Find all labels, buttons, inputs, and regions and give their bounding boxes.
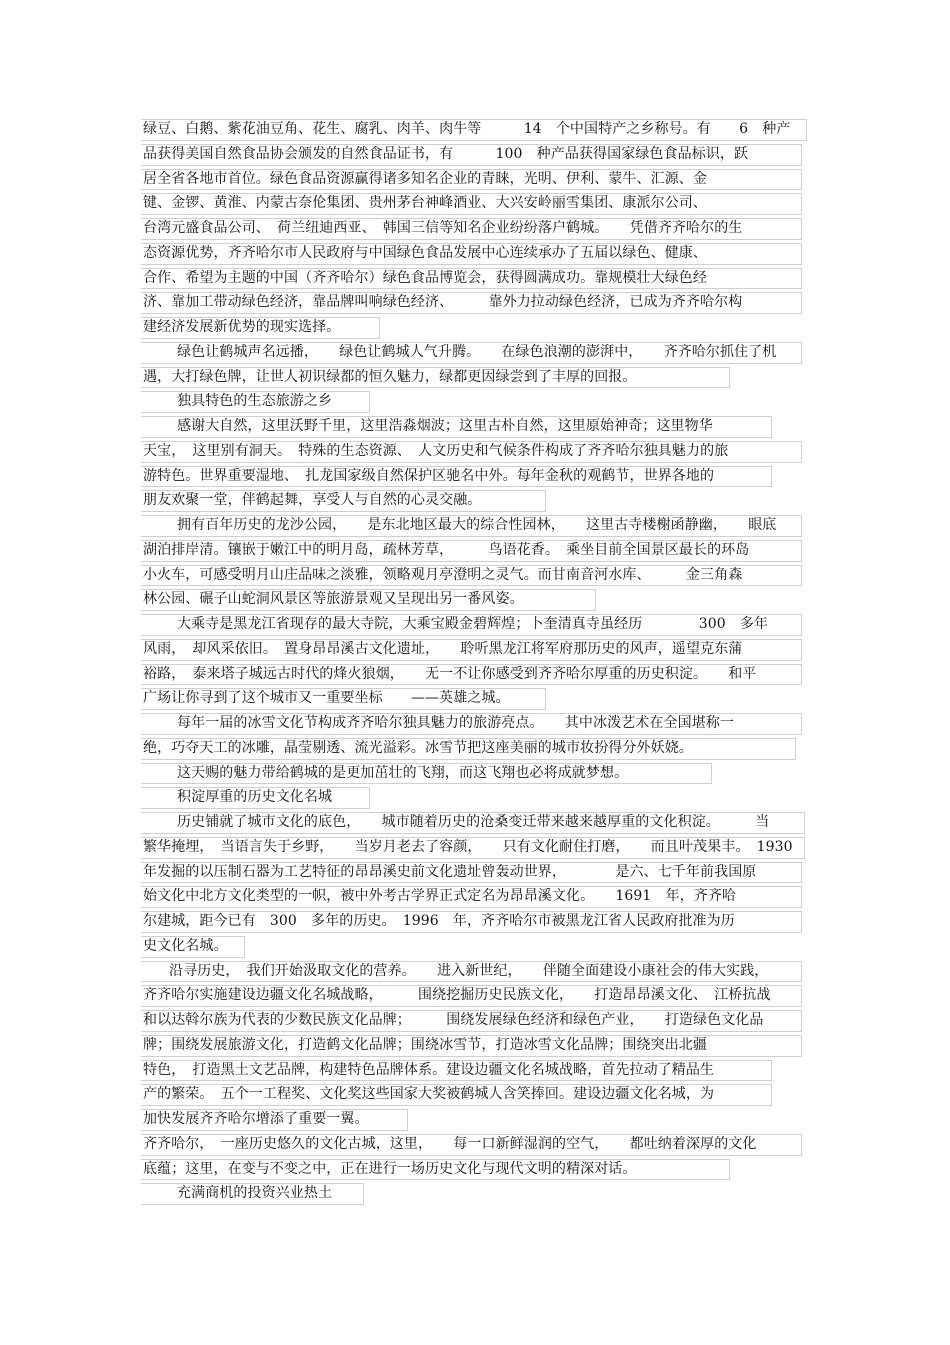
section-heading <box>143 389 813 414</box>
text-line <box>143 1008 813 1033</box>
line-text: 游特色。世界重要湿地、 扎龙国家级自然保护区驰名中外。每年金秋的观鹤节，世界各地的 <box>143 467 715 484</box>
text-line <box>143 315 813 340</box>
line-text: 品获得美国自然食品协会颁发的自然食品证书，有 100 种产品获得国家绿色食品标识，跃 <box>143 145 749 162</box>
line-text: 齐齐哈尔实施建设边疆文化名城战略， 围绕挖掘历史民族文化， 打造昂昂溪文化、 江桥抗战 <box>143 987 771 1004</box>
text-line <box>143 884 813 909</box>
line-text: 特色， 打造黑土文艺品牌，构建特色品牌体系。建设边疆文化名城战略，首先拉动了精品生 <box>143 1061 715 1078</box>
line-text: 林公园、碾子山蛇洞风景区等旅游景观又呈现出另一番风姿。 <box>143 591 524 608</box>
text-line <box>143 216 813 241</box>
line-text: 每年一届的冰雪文化节构成齐齐哈尔独具魅力的旅游亮点。 其中冰泼艺术在全国堪称一 <box>177 715 734 731</box>
line-text: 天宝， 这里别有洞天。 特殊的生态资源、 人文历史和气候条件构成了齐齐哈尔独具魅力的旅 <box>143 442 729 459</box>
line-text: 这天赐的魅力带给鹤城的是更加茁壮的飞翔，而这飞翔也必将成就梦想。 <box>177 764 629 781</box>
line-text: 小火车，可感受明月山庄品味之淡雅，领略观月亭澄明之灵气。而甘南音河水库、 金三角森 <box>143 566 743 583</box>
line-text: 独具特色的生态旅游之乡 <box>177 393 333 410</box>
section-heading <box>143 1181 813 1206</box>
text-line <box>143 637 813 662</box>
line-text: 年发掘的以压制石器为工艺特征的昂昂溪史前文化遗址曾轰动世界， 是六、七千年前我国原 <box>143 863 757 880</box>
text-line <box>143 538 813 563</box>
text-line <box>143 612 813 637</box>
text-line <box>143 835 813 860</box>
line-text: 绿色让鹤城声名远播， 绿色让鹤城人气升腾。 在绿色浪潮的澎湃中， 齐齐哈尔抓住了机 <box>177 343 777 360</box>
line-text: 牌；围绕发展旅游文化，打造鹤文化品牌；围绕冰雪节，打造冰雪文化品牌；围绕突出北疆 <box>143 1036 707 1053</box>
text-line <box>143 810 813 835</box>
text-line <box>143 934 813 959</box>
text-line <box>143 191 813 216</box>
text-line <box>143 439 813 464</box>
text-line <box>143 1107 813 1132</box>
line-text: 和以达斡尔族为代表的少数民族文化品牌； 围绕发展绿色经济和绿色产业， 打造绿色文化品 <box>143 1012 764 1028</box>
text-line <box>143 563 813 588</box>
line-text: 感谢大自然，这里沃野千里，这里浩淼烟波；这里古朴自然，这里原始神奇；这里物华 <box>177 418 713 434</box>
line-text: 繁华掩埋， 当语言失于乡野， 当岁月老去了容颜， 只有文化耐住打磨， 而且叶茂果丰。 1930 <box>143 838 793 855</box>
text-line <box>143 587 813 612</box>
text-line <box>143 488 813 513</box>
text-line <box>143 266 813 291</box>
line-text: 居全省各地市首位。绿色食品资源赢得诸多知名企业的青睐，光明、伊利、蒙牛、汇源、金 <box>143 170 707 187</box>
text-line <box>143 1033 813 1058</box>
line-text: 态资源优势，齐齐哈尔市人民政府与中国绿色食品发展中心连续承办了五届以绿色、健康、 <box>143 244 707 261</box>
line-text: 绿豆、白鹅、紫花油豆角、花生、腐乳、肉羊、肉牛等 14 个中国特产之乡称号。有 6 种产 <box>143 121 791 137</box>
text-line <box>143 736 813 761</box>
line-text: 尔建城，距今已有 300 多年的历史。 1996 年，齐齐哈尔市被黑龙江省人民政府批准为历 <box>143 913 735 929</box>
text-line <box>143 414 813 439</box>
line-text: 充满商机的投资兴业热土 <box>177 1185 333 1202</box>
text-line <box>143 241 813 266</box>
line-text: 广场让你寻到了这个城市又一重要坐标 ——英雄之城。 <box>143 690 510 707</box>
line-text: 沿寻历史， 我们开始汲取文化的营养。 进入新世纪， 伴随全面建设小康社会的伟大实践， <box>169 962 769 979</box>
line-text: 裕路， 泰来塔子城远古时代的烽火狼烟， 无一不让你感受到齐齐哈尔厚重的历史积淀。 和平 <box>143 665 757 682</box>
text-line <box>143 983 813 1008</box>
text-line <box>143 1157 813 1182</box>
text-line <box>143 959 813 984</box>
line-text: 底蕴；这里，在变与不变之中，正在进行一场历史文化与现代文明的精深对话。 <box>143 1160 637 1177</box>
line-text: 拥有百年历史的龙沙公园， 是东北地区最大的综合性园林， 这里古寺楼榭函静幽， 眼底 <box>177 517 777 533</box>
text-line <box>143 1058 813 1083</box>
line-text: 台湾元盛食品公司、 荷兰纽迪西亚、 韩国三信等知名企业纷纷落户鹤城。 凭借齐齐哈尔的生 <box>143 220 743 236</box>
text-line <box>143 1132 813 1157</box>
text-line <box>143 167 813 192</box>
line-text: 济、靠加工带动绿色经济，靠品牌叫响绿色经济、 靠外力拉动绿色经济，已成为齐齐哈尔构 <box>143 294 743 311</box>
line-text: 湖泊排岸清。镶嵌于嫩江中的明月岛，疏林芳草， 鸟语花香。 乘坐目前全国景区最长的环岛 <box>143 541 750 558</box>
text-line <box>143 117 813 142</box>
line-text: 历史铺就了城市文化的底色， 城市随着历史的沧桑变迁带来越来越厚重的文化积淀。 当 <box>177 814 770 830</box>
text-line <box>143 290 813 315</box>
line-text: 风雨， 却风采依旧。 置身昂昂溪古文化遗址， 聆听黑龙江将军府那历史的风声，遥望克东蒲 <box>143 640 743 657</box>
text-line <box>143 340 813 365</box>
text-line <box>143 464 813 489</box>
text-line <box>143 711 813 736</box>
line-text: 绝，巧夺天工的冰雕，晶莹剔透、流光溢彩。冰雪节把这座美丽的城市妆扮得分外妖娆。 <box>143 739 693 756</box>
line-text: 合作、希望为主题的中国（齐齐哈尔）绿色食品博览会，获得圆满成功。靠规模壮大绿色经 <box>143 269 707 286</box>
line-text: 齐齐哈尔， 一座历史悠久的文化古城，这里， 每一口新鲜湿润的空气， 都吐纳着深厚的文化 <box>143 1135 757 1152</box>
line-text: 始文化中北方文化类型的一帜，被中外考古学界正式定名为昂昂溪文化。 1691 年，齐齐哈 <box>143 888 737 905</box>
line-text: 朋友欢聚一堂，伴鹤起舞，享受人与自然的心灵交融。 <box>143 492 482 509</box>
text-line <box>143 365 813 390</box>
text-line <box>143 1082 813 1107</box>
line-text: 建经济发展新优势的现实选择。 <box>143 319 341 335</box>
line-text: 积淀厚重的历史文化名城 <box>177 789 333 806</box>
text-line <box>143 909 813 934</box>
text-line <box>143 513 813 538</box>
text-line <box>143 686 813 711</box>
document-body <box>143 117 813 1206</box>
line-text: 加快发展齐齐哈尔增添了重要一翼。 <box>143 1111 369 1127</box>
line-text: 产的繁荣。 五个一工程奖、文化奖这些国家大奖被鹤城人含笑捧回。建设边疆文化名城，为 <box>143 1086 715 1103</box>
line-text: 遇，大打绿色牌，让世人初识绿都的恒久魅力，绿都更因绿尝到了丰厚的回报。 <box>143 368 637 385</box>
line-text: 大乘寺是黑龙江省现存的最大寺院，大乘宝殿金碧辉煌；卜奎清真寺虽经历 300 多年 <box>177 616 769 632</box>
text-line <box>143 860 813 885</box>
line-text: 史文化名城。 <box>143 937 228 954</box>
text-line <box>143 662 813 687</box>
text-line <box>143 142 813 167</box>
line-text: 键、金锣、黄淮、内蒙古奈伦集团、贵州茅台神峰酒业、大兴安岭丽雪集团、康派尔公司、 <box>143 195 707 212</box>
section-heading <box>143 785 813 810</box>
text-line <box>143 761 813 786</box>
